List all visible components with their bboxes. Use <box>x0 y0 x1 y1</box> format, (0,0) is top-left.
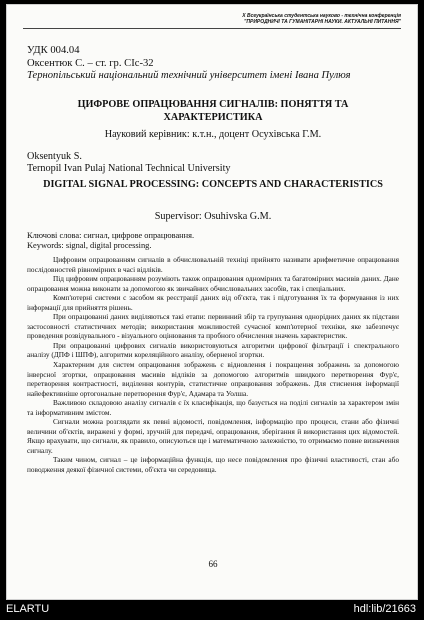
document-page <box>6 4 418 600</box>
conference-header <box>81 13 401 25</box>
article-meta-ua <box>27 45 397 83</box>
paragraph: Характерним для систем опрацювання зображень є відновлення і покращення зображень за допомогою інверсної згортки, опрацювання масивів відліків за допомогою алгоритмів швидкого перетворення Фур'є, перетворення контрастності, виділення контурів, статистичне опрацювання зображень. Для стиснення інформації найефективніше ортогональне перетворення Фур'є, Адамара та Уолша. <box>27 360 399 398</box>
repository-name: ELARTU <box>6 603 50 615</box>
paragraph: При опрацюванні даних виділяються такі етапи: первинний збір та групування однорідних даних як підстави застосовності статистичних методів; використання можливостей сучасної комп'ютерної техніки, яке забезпечує проведення розвідувального - візуального оцінювання та пробного обчислення значень характеристик. <box>27 312 399 341</box>
keywords-ua: Ключові слова: сигнал, цифрове опрацювання. <box>27 231 195 240</box>
page-number: 66 <box>208 559 218 569</box>
paragraph: Під цифровим опрацюванням розуміють також опрацювання одномірних та багатомірних масивів даних. Дане опрацювання можна виконати за допомогою як звичайних обчислювальних засобів, так і спеціальних. <box>27 274 399 293</box>
header-rule <box>23 28 401 29</box>
supervisor-ua: Науковий керівник: к.т.н., доцент Осухівська Г.М. <box>104 129 322 140</box>
keywords <box>27 231 397 252</box>
paragraph: Цифровим опрацюванням сигналів в обчислювальній техніці прийнято називати арифметичне опрацювання послідовностей рівномірних в часі відліків. <box>27 255 399 274</box>
institution-en: Ternopil Ivan Pulaj National Technical University <box>27 163 231 174</box>
title-en: DIGITAL SIGNAL PROCESSING: CONCEPTS AND CHARACTERISTICS <box>43 179 383 190</box>
handle-id: hdl:lib/21663 <box>353 603 416 615</box>
paragraph: При опрацюванні цифрових сигналів використовуються алгоритми цифрової фільтрації і спектрального аналізу (ДПФ і ШПФ), алгоритми кореляційного аналізу, оберненої згортки. <box>27 340 399 360</box>
title-ua: ЦИФРОВЕ ОПРАЦЮВАННЯ СИГНАЛІВ: ПОНЯТТЯ ТА ХАРАКТЕРИСТИКА <box>77 99 349 123</box>
author-ua: Оксентюк С. – ст. гр. СІс-32 <box>27 57 154 69</box>
supervisor-en: Supervisor: Osuhivska G.M. <box>154 211 272 222</box>
repository-footer <box>0 600 424 620</box>
article-meta-en <box>27 151 397 175</box>
paragraph: Таким чином, сигнал – це інформаційна функція, що несе повідомлення про фізичні властивості, стан або поводження деякої фізичної системи, об'єкта чи середовища. <box>27 455 399 475</box>
paragraph: Важливою складовою аналізу сигналів є їх класифікація, що базується на поділі сигналів за характером змін та інформативним змістом. <box>27 398 399 417</box>
udk-code: УДК 004.04 <box>27 45 80 56</box>
paragraph: Комп'ютерні системи с засобом як реєстрації даних від об'єкта, так і підготування їх та формування із них інформації для прийняття рішень. <box>27 293 399 312</box>
conference-line-2: "ПРИРОДНИЧІ ТА ГУМАНІТАРНІ НАУКИ. АКТУАЛЬНІ ПИТАННЯ" <box>244 19 401 25</box>
article-body <box>27 255 399 475</box>
conference-line-1: X Всеукраїнська студентська науково - технічна конференція <box>242 13 401 19</box>
author-en: Oksentyuk S. <box>27 151 82 162</box>
paragraph: Сигнали можна розглядати як певні відомості, повідомлення, інформацію про процеси, стани або фізичні величини об'єктів, виражені у формі, зручній для передачі, опрацювання, зберігання й використання цих відомостей. Якщо врахувати, що сигнали, як правило, описуються ще і математичною залежністю, то отримаємо повне визначення сигналу. <box>27 417 399 455</box>
institution-ua: Тернопільський національний технічний університет імені Івана Пулюя <box>27 70 351 81</box>
keywords-en: Keywords: signal, digital processing. <box>27 241 152 251</box>
